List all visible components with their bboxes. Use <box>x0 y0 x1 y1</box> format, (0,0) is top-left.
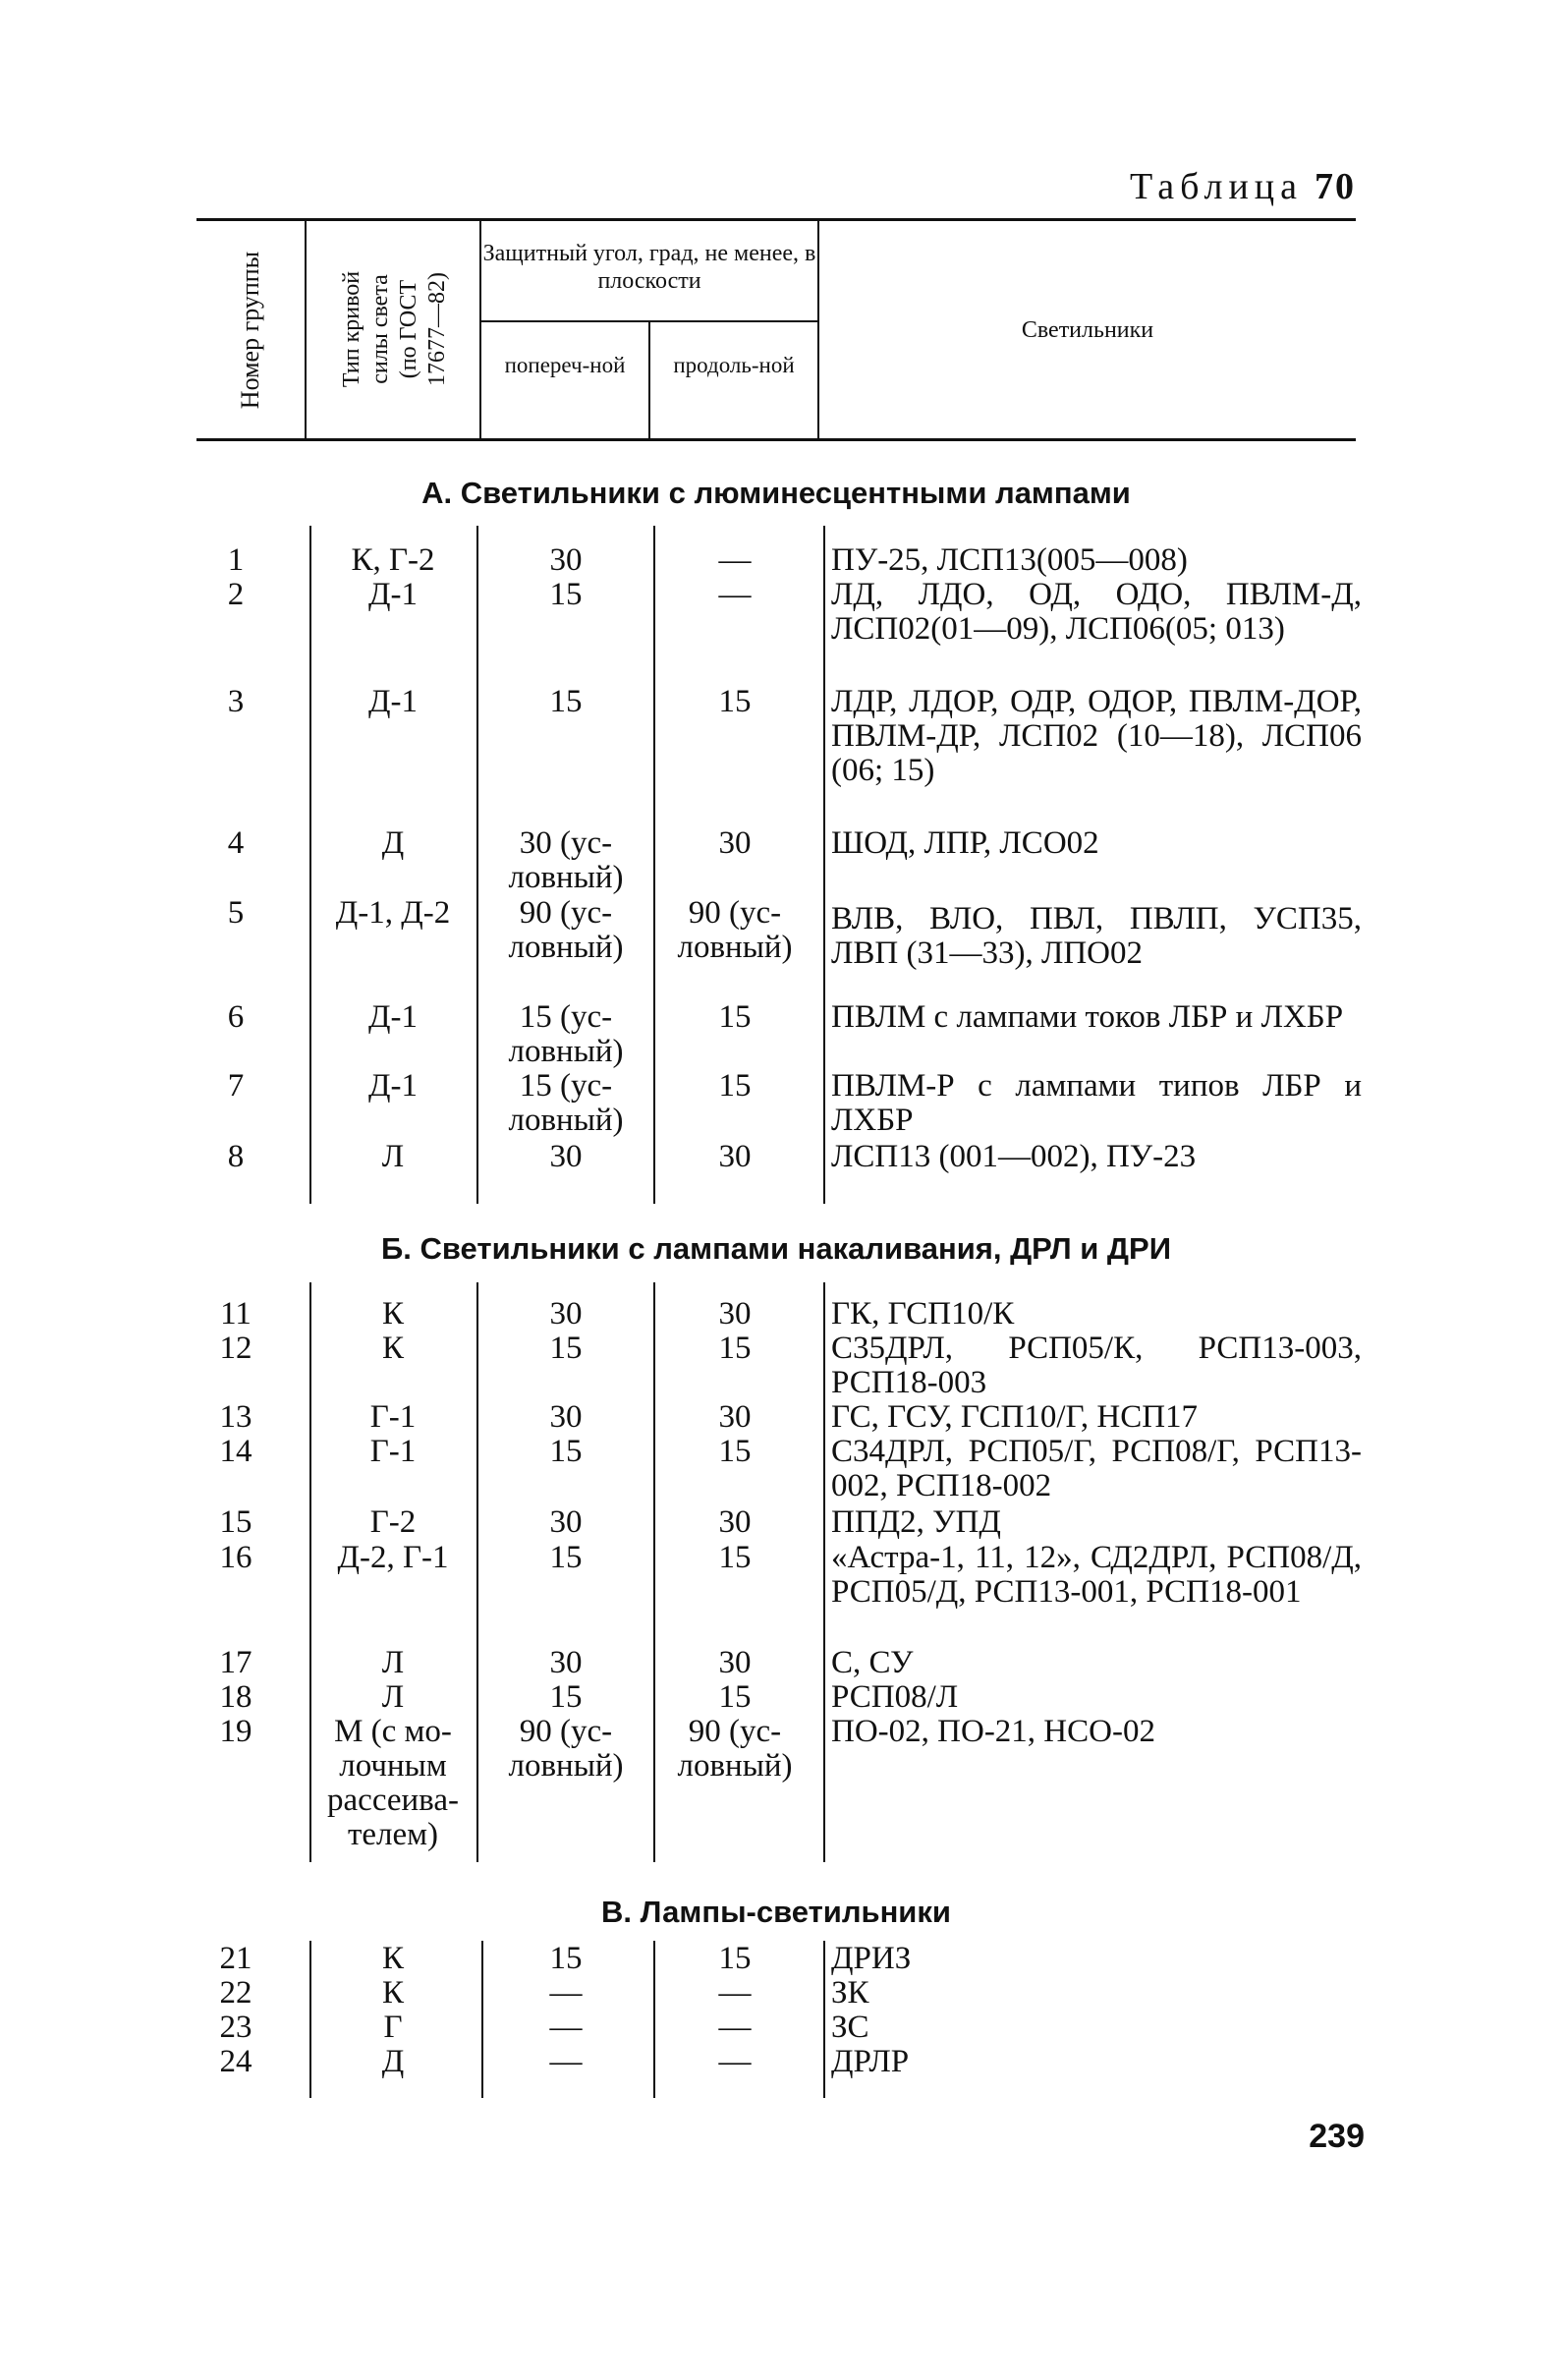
luminaires: ПВЛМ с лампами токов ЛБР и ЛХБР <box>831 999 1344 1035</box>
cross-angle: 15 <box>549 684 583 719</box>
longitudinal-angle: 15 <box>718 999 752 1035</box>
header-curve-type-line-2: силы света <box>367 274 393 384</box>
header-cross: попереч-ной <box>504 353 626 377</box>
luminaires: С, СУ <box>831 1645 914 1680</box>
row-number: 16 <box>219 1540 252 1575</box>
cross-angle: 15 <box>549 1679 583 1715</box>
curve-type: Г-1 <box>369 1399 417 1435</box>
longitudinal-angle: 15 <box>718 1331 752 1366</box>
cross-angle: 30 <box>549 542 583 578</box>
row-number: 13 <box>219 1399 252 1435</box>
cross-angle: 15 <box>549 1434 583 1469</box>
curve-type: Д <box>381 825 405 861</box>
row-number: 12 <box>219 1331 252 1366</box>
row-number: 22 <box>219 1975 252 2011</box>
curve-type: Г-1 <box>369 1434 417 1469</box>
row-number: 4 <box>227 825 245 861</box>
header-curve-type <box>338 231 456 427</box>
luminaires: ЗК <box>831 1975 869 2011</box>
curve-type: Л <box>381 1139 405 1174</box>
curve-type: Л <box>381 1645 405 1680</box>
cross-angle: 15 (ус-ловный) <box>508 1068 624 1138</box>
cross-angle: 90 (ус-ловный) <box>508 1714 624 1784</box>
section-b-vline-4 <box>823 1282 825 1862</box>
longitudinal-angle: 15 <box>718 1540 752 1575</box>
header-curve-type-line-4: 17677—82) <box>424 272 450 386</box>
header-group-number: Номер группы <box>236 251 264 410</box>
longitudinal-angle: — <box>718 1975 752 2011</box>
cross-angle: 30 (ус-ловный) <box>508 825 624 895</box>
row-number: 18 <box>219 1679 252 1715</box>
luminaires: ГК, ГСП10/К <box>831 1296 1015 1332</box>
longitudinal-angle: 15 <box>718 1434 752 1469</box>
longitudinal-angle: — <box>718 2010 752 2045</box>
cross-angle: 30 <box>549 1645 583 1680</box>
luminaires: С34ДРЛ, РСП05/Г, РСП08/Г, РСП13-002, РСП18-002 <box>831 1434 1362 1503</box>
luminaires: ППД2, УПД <box>831 1504 1001 1540</box>
curve-type: Г <box>383 2010 403 2045</box>
curve-type: Д-1 <box>368 684 418 719</box>
row-number: 24 <box>219 2044 252 2079</box>
luminaires: «Астра-1, 11, 12», СД2ДРЛ, РСП08/Д, РСП05/Д, РСП13-001, РСП18-001 <box>831 1540 1362 1610</box>
page-number: 239 <box>1309 2118 1365 2155</box>
cross-angle: 15 (ус-ловный) <box>508 999 624 1069</box>
longitudinal-angle: 30 <box>718 1645 752 1680</box>
longitudinal-angle: 30 <box>718 1504 752 1540</box>
row-number: 15 <box>219 1504 252 1540</box>
luminaires: ДРИЗ <box>831 1941 912 1976</box>
row-number: 3 <box>227 684 245 719</box>
curve-type: К <box>381 1941 404 1976</box>
header-luminaires: Светильники <box>1021 317 1154 343</box>
curve-type: К, Г-2 <box>351 542 435 578</box>
luminaires: ЗС <box>831 2010 869 2045</box>
longitudinal-angle: — <box>718 542 752 578</box>
luminaires: ДРЛР <box>831 2044 910 2079</box>
curve-type: Л <box>381 1679 405 1715</box>
header-bottom-rule <box>196 438 1356 441</box>
row-number: 6 <box>227 999 245 1035</box>
longitudinal-angle: 15 <box>718 684 752 719</box>
cross-angle: 15 <box>549 1941 583 1976</box>
cross-angle: 15 <box>549 1331 583 1366</box>
table-title <box>1130 165 1356 208</box>
longitudinal-angle: 90 (ус-ловный) <box>677 1714 793 1784</box>
cross-angle: 15 <box>549 577 583 612</box>
row-number: 14 <box>219 1434 252 1469</box>
longitudinal-angle: 30 <box>718 825 752 861</box>
table-title-label: Таблица <box>1129 166 1303 207</box>
cross-angle: 30 <box>549 1504 583 1540</box>
section-v-vline-4 <box>823 1941 825 2098</box>
cross-angle: 30 <box>549 1399 583 1435</box>
row-number: 11 <box>220 1296 252 1332</box>
curve-type: Д-1 <box>368 1068 418 1104</box>
longitudinal-angle: 30 <box>718 1399 752 1435</box>
cross-angle: 30 <box>549 1296 583 1332</box>
curve-type: Д <box>381 2044 405 2079</box>
longitudinal-angle: 30 <box>718 1296 752 1332</box>
longitudinal-angle: 30 <box>718 1139 752 1174</box>
header-protective-angle: Защитный угол, град, не менее, в плоскости <box>482 241 816 294</box>
cross-angle: — <box>549 2010 583 2045</box>
header-vline-3 <box>648 322 650 438</box>
row-number: 2 <box>227 577 245 612</box>
curve-type: Д-1, Д-2 <box>335 895 451 931</box>
row-number: 21 <box>219 1941 252 1976</box>
luminaires: ВЛВ, ВЛО, ПВЛ, ПВЛП, УСП35, ЛВП (31—33), ЛПО02 <box>831 901 1362 971</box>
longitudinal-angle: — <box>718 577 752 612</box>
luminaires: ШОД, ЛПР, ЛСО02 <box>831 825 1099 861</box>
table-title-number: 70 <box>1315 166 1356 207</box>
cross-angle: 90 (ус-ловный) <box>508 895 624 965</box>
luminaires: ПВЛМ-Р с лампами типов ЛБР и ЛХБР <box>831 1068 1362 1138</box>
row-number: 5 <box>227 895 245 931</box>
section-v-title: В. Лампы-светильники <box>601 1895 951 1929</box>
luminaires: ПУ-25, ЛСП13(005—008) <box>831 542 1188 578</box>
header-longitudinal: продоль-ной <box>673 353 795 377</box>
luminaires: ЛСП13 (001—002), ПУ-23 <box>831 1139 1197 1174</box>
row-number: 23 <box>219 2010 252 2045</box>
luminaires: ЛДР, ЛДОР, ОДР, ОДОР, ПВЛМ-ДОР, ПВЛМ-ДР, ЛСП02 (10—18), ЛСП06 (06; 15) <box>831 684 1362 788</box>
curve-type: К <box>381 1975 404 2011</box>
luminaires: С35ДРЛ, РСП05/К, РСП13-003, РСП18-003 <box>831 1331 1362 1400</box>
curve-type: М (с мо-лочным рассеива-телем) <box>327 1714 459 1852</box>
section-a-vline-4 <box>823 526 825 1204</box>
curve-type: Д-1 <box>368 577 418 612</box>
longitudinal-angle: 15 <box>718 1068 752 1104</box>
curve-type: К <box>381 1296 404 1332</box>
cross-angle: 30 <box>549 1139 583 1174</box>
row-number: 1 <box>227 542 245 578</box>
curve-type: Г-2 <box>369 1504 417 1540</box>
section-b-title: Б. Светильники с лампами накаливания, ДРЛ и ДРИ <box>381 1231 1171 1266</box>
longitudinal-angle: 90 (ус-ловный) <box>677 895 793 965</box>
section-a-title: А. Светильники с люминесцентными лампами <box>421 476 1131 510</box>
row-number: 17 <box>219 1645 252 1680</box>
header-curve-type-line-1: Тип кривой <box>339 270 364 388</box>
row-number: 19 <box>219 1714 252 1749</box>
longitudinal-angle: 15 <box>718 1941 752 1976</box>
row-number: 8 <box>227 1139 245 1174</box>
luminaires: ЛД, ЛДО, ОД, ОДО, ПВЛМ-Д, ЛСП02(01—09), ЛСП06(05; 013) <box>831 577 1362 647</box>
curve-type: К <box>381 1331 404 1366</box>
header-top-rule <box>196 218 1356 221</box>
header-vline-1 <box>305 221 307 438</box>
cross-angle: 15 <box>549 1540 583 1575</box>
curve-type: Д-2, Г-1 <box>337 1540 449 1575</box>
row-number: 7 <box>227 1068 245 1104</box>
curve-type: Д-1 <box>368 999 418 1035</box>
longitudinal-angle: — <box>718 2044 752 2079</box>
luminaires: ПО-02, ПО-21, НСО-02 <box>831 1714 1155 1749</box>
longitudinal-angle: 15 <box>718 1679 752 1715</box>
luminaires: РСП08/Л <box>831 1679 959 1715</box>
cross-angle: — <box>549 1975 583 2011</box>
cross-angle: — <box>549 2044 583 2079</box>
luminaires: ГС, ГСУ, ГСП10/Г, НСП17 <box>831 1399 1199 1435</box>
header-curve-type-line-3: (по ГОСТ <box>396 279 421 379</box>
